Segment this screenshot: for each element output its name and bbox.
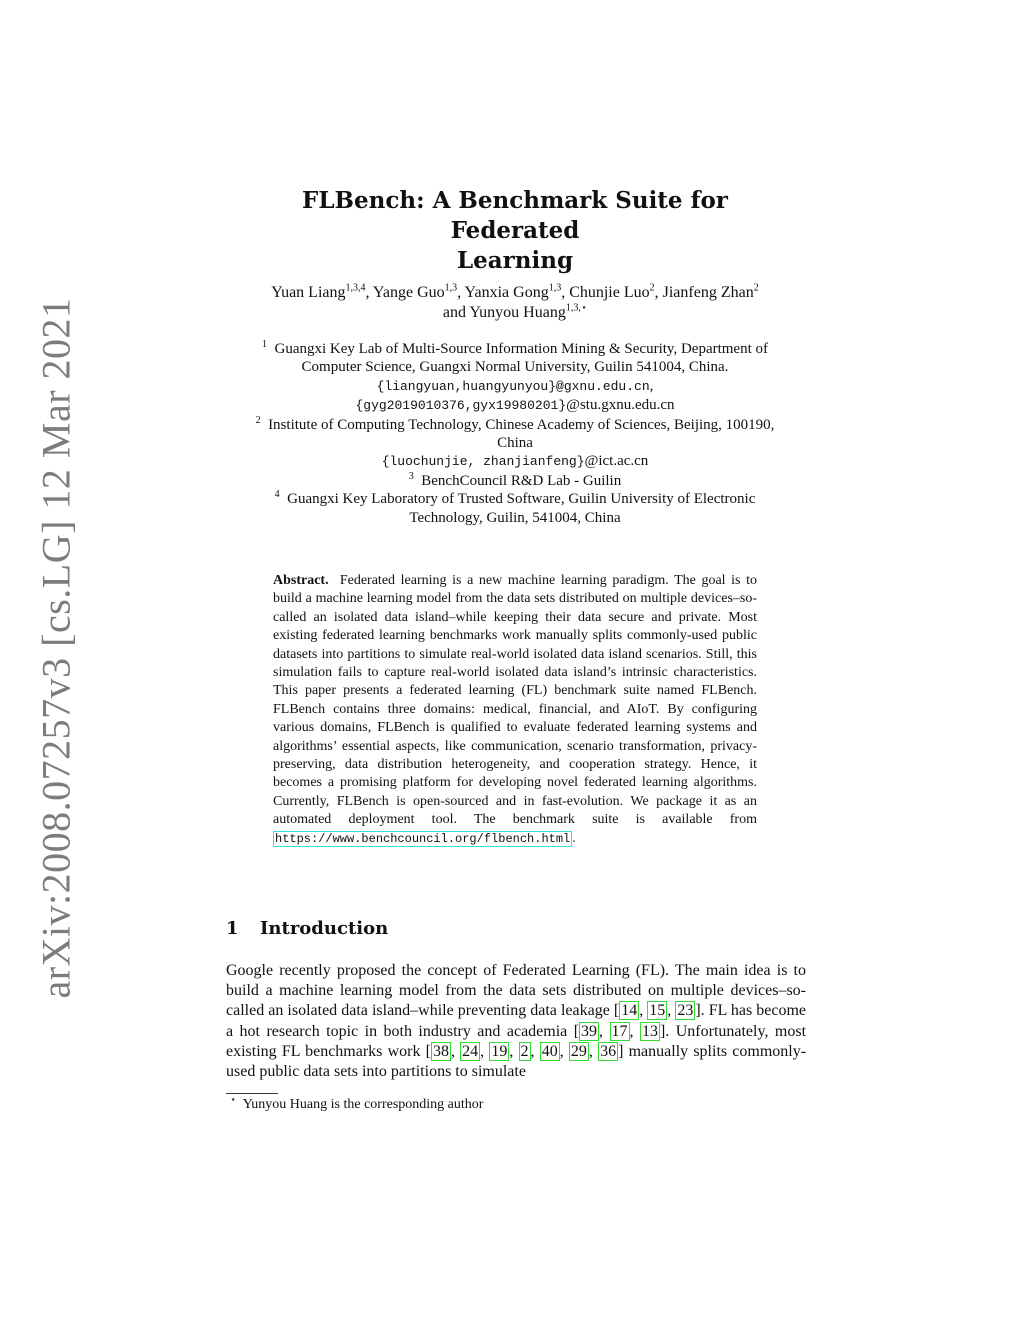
affiliation-line: Computer Science, Guangxi Normal University, Guilin 541004, China. <box>301 359 729 376</box>
footnote-mark: ⋆ <box>230 1094 237 1106</box>
affiliation-line <box>220 416 810 434</box>
email-address: {liangyuan,huangyunyou}@gxnu.edu.cn <box>376 378 650 394</box>
section-title: Introduction <box>260 918 389 939</box>
email-address: {luochunjie, zhanjianfeng} <box>381 454 585 470</box>
author-name: Yange Guo <box>372 284 445 301</box>
section-heading <box>226 918 388 939</box>
affiliation-number: 3 <box>408 470 414 482</box>
separator: , <box>629 1022 640 1040</box>
separator: , <box>667 1002 676 1020</box>
intro-paragraph <box>226 961 806 1082</box>
affiliation-email <box>220 377 810 396</box>
abstract-text: Federated learning is a new machine learning paradigm. The goal is to build a machine learning model from the data sets distributed on multiple devices–so-called an isolated data island–while keeping their data secure and private. Most existing federated learning benchmarks work manually splits commonly-used public datasets into partitions to simulate real-world isolated data island scenarios. Still, this simulation fails to capture real-world isolated data island’s intrinsic characteristics. This paper presents a federated learning (FL) benchmark suite named FLBench. FLBench contains three domains: medical, financial, and AIoT. By configuring various domains, FLBench is qualified to evaluate federated learning systems and algorithms’ essential aspects, like communication, scenario transformation, privacy-preserving, data distribution heterogeneity, and cooperation strategy. Hence, it becomes a promising platform for developing novel federated learning algorithms. Currently, FLBench is open-sourced and in fast-evolution. We package it as an automated deployment tool. The benchmark suite is available from <box>273 573 758 828</box>
author-list <box>210 283 820 323</box>
affiliations <box>220 340 810 527</box>
affiliation-number: 2 <box>255 414 261 426</box>
separator: , <box>509 1042 519 1060</box>
author-affiliation-mark: 2 <box>753 282 759 294</box>
separator: , <box>588 1042 599 1060</box>
title-line: FLBench: A Benchmark Suite for Federated <box>302 187 728 244</box>
author-affiliation-mark: 1,3,⋆ <box>565 302 588 314</box>
citation-link[interactable]: 17 <box>611 1022 628 1040</box>
author-affiliation-mark: 1,3 <box>444 282 458 294</box>
separator: , <box>365 284 373 301</box>
intro-text: ]. FL has become a hot research topic in both industry and academia [ <box>226 1002 807 1040</box>
separator: , <box>530 1042 540 1060</box>
title-line: Learning <box>456 247 574 274</box>
author-name: Yuan Liang <box>271 284 346 301</box>
citation-link[interactable]: 23 <box>677 1002 694 1020</box>
email-address: {gyg2019010376,gyx19980201} <box>355 398 567 414</box>
separator: , <box>639 1002 648 1020</box>
email-tail: @ict.ac.cn <box>584 453 649 470</box>
email-tail: , <box>649 377 654 394</box>
section-number: 1 <box>226 918 239 939</box>
abstract-label: Abstract. <box>273 573 329 588</box>
affiliation-text: BenchCouncil R&D Lab - Guilin <box>421 472 622 489</box>
footnote <box>230 1094 484 1113</box>
affiliation-text: Institute of Computing Technology, Chinese Academy of Sciences, Beijing, 100190, <box>268 416 775 433</box>
arxiv-sidebar <box>0 0 90 1325</box>
affiliation-email <box>220 396 810 415</box>
author-name: and Yunyou Huang <box>442 304 566 321</box>
separator: , <box>559 1042 569 1060</box>
separator: , <box>599 1022 610 1040</box>
citation-link[interactable]: 40 <box>541 1042 558 1060</box>
affiliation-line: Technology, Guilin, 541004, China <box>409 509 621 526</box>
author-name: Jianfeng Zhan <box>662 284 754 301</box>
affiliation-text: Guangxi Key Lab of Multi-Source Information Mining & Security, Department of <box>274 341 768 357</box>
abstract <box>273 572 757 848</box>
affiliation-line <box>220 490 810 508</box>
footnote-text: Yunyou Huang is the corresponding author <box>242 1097 484 1112</box>
citation-link[interactable]: 38 <box>432 1042 449 1060</box>
abstract-end: . <box>572 830 576 846</box>
affiliation-line <box>220 340 810 358</box>
separator: , <box>480 1042 490 1060</box>
author-affiliation-mark: 1,3 <box>548 282 562 294</box>
citation-link[interactable]: 29 <box>570 1042 587 1060</box>
citation-link[interactable]: 13 <box>641 1022 658 1040</box>
citation-link[interactable]: 39 <box>581 1022 598 1040</box>
paper-title <box>240 186 790 276</box>
benchmark-url-link[interactable]: https://www.benchcouncil.org/flbench.html <box>275 831 571 846</box>
intro-text: ] manually splits commonly-used public data sets into partitions to simulate <box>226 1042 807 1081</box>
author-line <box>210 283 820 303</box>
affiliation-line: China <box>497 435 533 452</box>
separator: , <box>450 1042 461 1060</box>
separator: , <box>561 284 570 301</box>
affiliation-number: 1 <box>262 339 267 350</box>
affiliation-line <box>220 472 810 490</box>
affiliation-email <box>220 452 810 471</box>
intro-text: ]. Unfortunately, most existing FL benchmarks work [ <box>226 1022 807 1060</box>
author-name: Yanxia Gong <box>464 284 549 301</box>
citation-link[interactable]: 14 <box>621 1002 638 1020</box>
citation-link[interactable]: 15 <box>649 1002 666 1020</box>
intro-text: Google recently proposed the concept of Federated Learning (FL). The main idea is to build a machine learning model from the data sets distributed on multiple devices–so-called an isolated data island–while preventing data leakage [ <box>226 962 806 1020</box>
author-affiliation-mark: 2 <box>649 282 655 294</box>
affiliation-text: Guangxi Key Laboratory of Trusted Software, Guilin University of Electronic <box>287 491 756 508</box>
author-affiliation-mark: 1,3,4 <box>345 282 366 294</box>
arxiv-identifier: arXiv:2008.07257v3 [cs.LG] 12 Mar 2021 <box>33 297 79 999</box>
author-name: Chunjie Luo <box>569 284 650 301</box>
citation-link[interactable]: 24 <box>462 1042 479 1060</box>
citation-link[interactable]: 2 <box>520 1042 529 1060</box>
author-line <box>210 303 820 323</box>
email-tail: @stu.gxnu.edu.cn <box>566 397 675 414</box>
citation-link[interactable]: 19 <box>491 1042 508 1060</box>
separator: , <box>654 284 663 301</box>
affiliation-number: 4 <box>274 489 280 501</box>
separator: , <box>457 284 465 301</box>
citation-link[interactable]: 36 <box>600 1042 617 1060</box>
